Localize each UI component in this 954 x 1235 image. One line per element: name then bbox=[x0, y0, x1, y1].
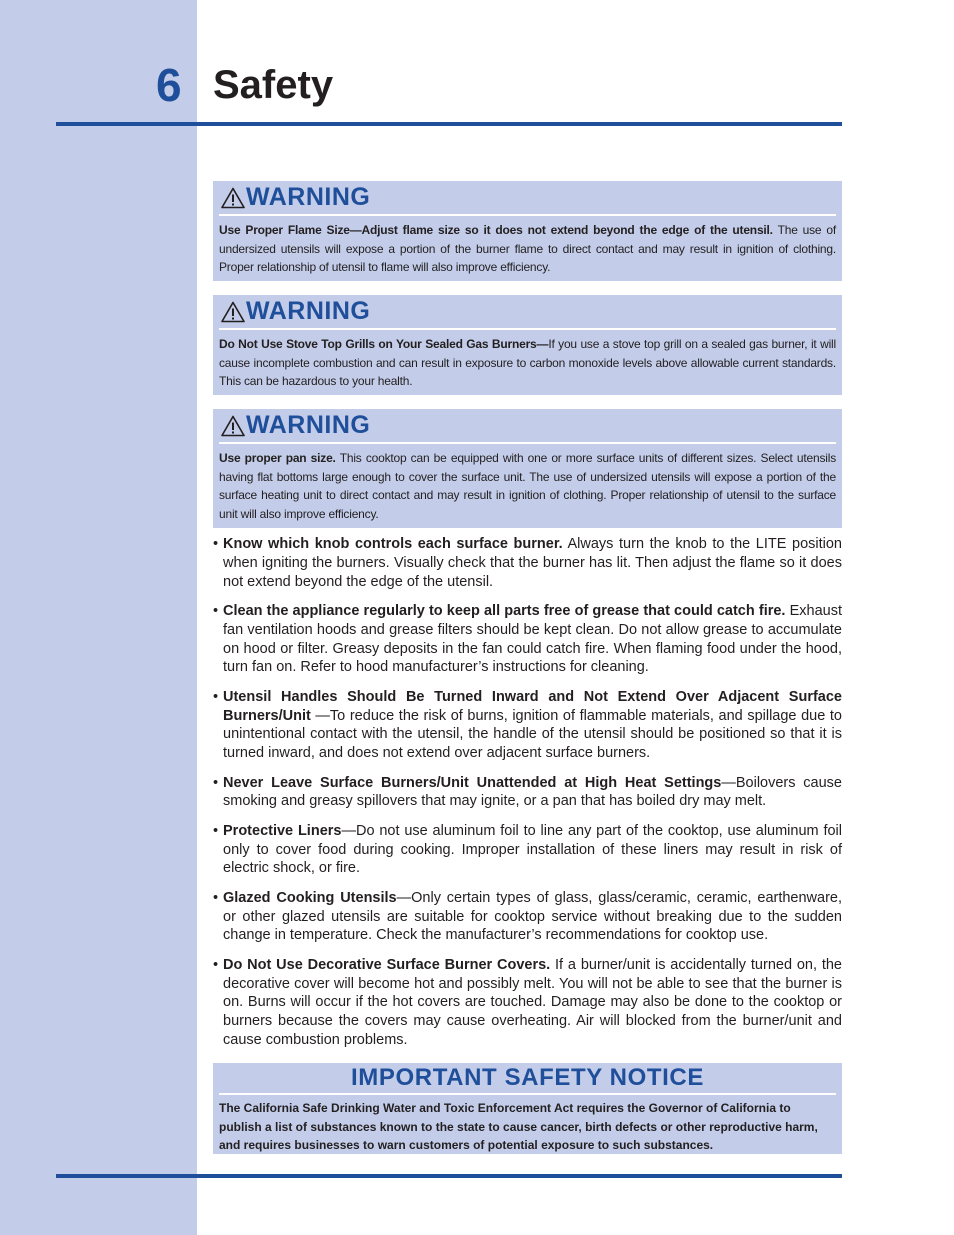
sidebar-band bbox=[0, 0, 197, 1235]
bullet-lead: Glazed Cooking Utensils bbox=[223, 889, 397, 906]
bullet-marker: • bbox=[213, 536, 219, 552]
warning-triangle-icon bbox=[221, 301, 245, 323]
footer-rule bbox=[56, 1174, 842, 1178]
bullet-marker: • bbox=[213, 688, 219, 705]
list-item bbox=[213, 822, 842, 878]
warning-triangle-icon bbox=[221, 415, 245, 437]
warning-lead: Use Proper Flame Size—Adjust flame size so it does not extend beyond the edge of the utensil. bbox=[219, 223, 773, 237]
warning-label: WARNING bbox=[246, 297, 371, 325]
safety-bullet-list bbox=[213, 535, 842, 1060]
list-item bbox=[213, 602, 842, 677]
warning-box bbox=[213, 181, 842, 281]
list-item bbox=[213, 889, 842, 945]
warning-lead: Use proper pan size. bbox=[219, 451, 336, 465]
bullet-lead: Protective Liners bbox=[223, 822, 342, 839]
bullet-lead: Clean the appliance regularly to keep all parts free of grease that could catch fire. bbox=[223, 602, 786, 619]
important-safety-notice bbox=[213, 1063, 842, 1154]
bullet-text: —To reduce the risk of burns, ignition of flammable materials, and spillage due to unintentional contact with the utensil, the handle of the utensil should be positioned so that it is turned inward, and does not extend over adjacent surface burners. bbox=[223, 707, 842, 762]
bullet-text: —Only certain types of glass, glass/ceramic, ceramic, earthenware, or other glazed utensils are suitable for cooktop service without breaking due to the sudden change in temperature. Check the manufacturer’s recommendations for cooktop use. bbox=[223, 889, 843, 944]
warning-header bbox=[219, 295, 836, 330]
list-item bbox=[213, 956, 842, 1050]
warning-text bbox=[213, 444, 842, 528]
bullet-text: Always turn the knob to the LITE position when igniting the burners. Visually check that the burner has lit. Then adjust the flame so it does not extend beyond the edge of the utensil. bbox=[223, 536, 843, 590]
warning-label: WARNING bbox=[246, 411, 371, 439]
list-item bbox=[213, 688, 842, 763]
bullet-lead: Do Not Use Decorative Surface Burner Covers. bbox=[223, 956, 551, 973]
notice-title: IMPORTANT SAFETY NOTICE bbox=[351, 1064, 704, 1091]
warning-header bbox=[219, 409, 836, 444]
warning-detail: This cooktop can be equipped with one or more surface units of different sizes. Select utensils having flat bottoms large enough to cover the surface unit. The use of undersized utensils will expose a portion of the surface heating unit to direct contact and may result in ignition of clothing. Proper relationship of utensil to the surface unit will also improve efficiency. bbox=[219, 451, 836, 522]
bullet-marker: • bbox=[213, 889, 219, 906]
warning-box bbox=[213, 295, 842, 395]
list-item bbox=[213, 774, 842, 812]
bullet-lead: Utensil Handles Should Be Turned Inward and Not Extend Over Adjacent Surface Burners/Unit bbox=[223, 688, 842, 724]
warning-detail: The use of undersized utensils will expose a portion of the burner flame to direct contact and may result in ignition of clothing. Proper relationship of utensil to flame will also improve efficiency. bbox=[219, 223, 837, 275]
warning-lead: Do Not Use Stove Top Grills on Your Sealed Gas Burners— bbox=[219, 337, 549, 351]
page-title: Safety bbox=[213, 63, 334, 107]
bullet-text: —Do not use aluminum foil to line any part of the cooktop, use aluminum foil only to cover food during cooking. Improper installation of these liners may result in risk of electric shock, or fire. bbox=[223, 822, 842, 877]
notice-header bbox=[219, 1063, 836, 1095]
warning-triangle-icon bbox=[221, 187, 245, 209]
list-item bbox=[213, 535, 842, 591]
warning-box bbox=[213, 409, 842, 528]
bullet-marker: • bbox=[213, 822, 219, 839]
bullet-lead: Never Leave Surface Burners/Unit Unattended at High Heat Settings bbox=[223, 774, 722, 791]
warning-text bbox=[213, 330, 842, 395]
bullet-marker: • bbox=[213, 956, 219, 973]
bullet-text: Exhaust fan ventilation hoods and grease filters should be kept clean. Do not allow grease to accumulate on hood or filter. Greasy deposits in the fan could catch fire. When flaming food under the hood, turn fan on. Refer to hood manufacturer’s instructions for cleaning. bbox=[223, 602, 843, 676]
bullet-text: —Boilovers cause smoking and greasy spillovers that may ignite, or a pan that has boiled dry may melt. bbox=[223, 774, 842, 810]
warning-text bbox=[213, 216, 842, 281]
warning-detail: If you use a stove top grill on a sealed gas burner, it will cause incomplete combustion and can result in exposure to carbon monoxide levels above allowable current standards. This can be hazardous to your health. bbox=[219, 337, 836, 389]
bullet-marker: • bbox=[213, 602, 219, 619]
bullet-lead: Know which knob controls each surface burner. bbox=[223, 536, 563, 552]
notice-text: The California Safe Drinking Water and Toxic Enforcement Act requires the Governor of California to publish a list of substances known to the state to cause cancer, birth defects or other reproductive harm, and requires businesses to warn customers of potential exposure to such substances. bbox=[219, 1101, 818, 1153]
warning-header bbox=[219, 181, 836, 216]
bullet-text: If a burner/unit is accidentally turned on, the decorative cover will become hot and possibly melt. You will not be able to see that the burner is on. Burns will occur if the hot covers are touched. Damage may also be done to the cooktop or burners because the covers may cause overheating. Air will blocked from the burner/unit and cause combustion problems. bbox=[223, 956, 842, 1048]
bullet-marker: • bbox=[213, 774, 219, 791]
page-number: 6 bbox=[156, 59, 182, 111]
warning-label: WARNING bbox=[246, 183, 371, 211]
header-rule bbox=[56, 122, 842, 126]
